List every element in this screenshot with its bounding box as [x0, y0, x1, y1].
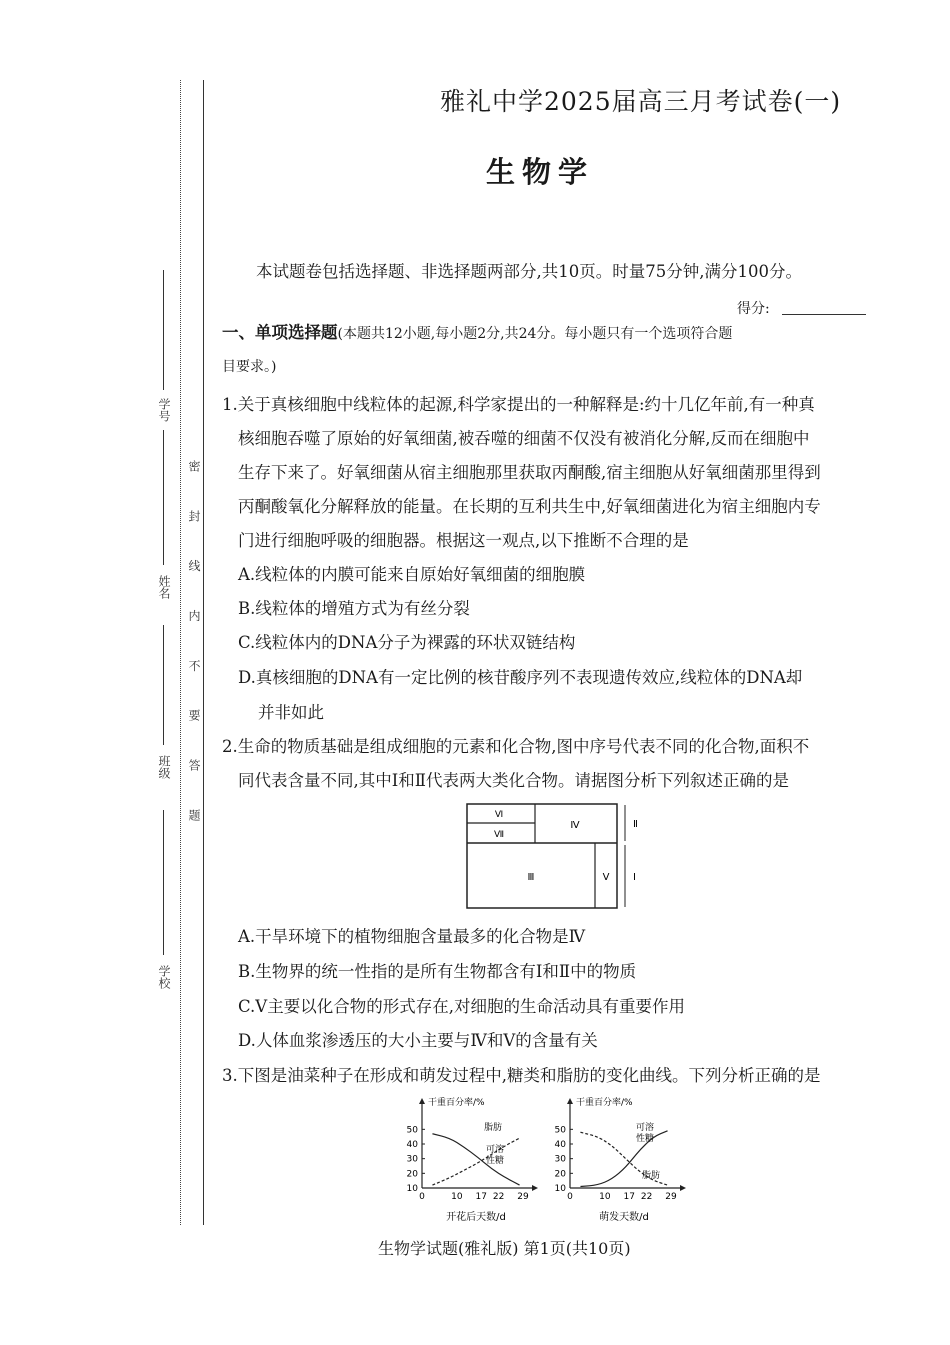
- y-tick-label: 50: [406, 1125, 418, 1136]
- x-tick-label: 0: [419, 1192, 425, 1202]
- y-axis-label: 干重百分率/%: [576, 1098, 633, 1108]
- x-tick-label: 22: [640, 1192, 653, 1202]
- q1-option-a[interactable]: A.线粒体的内膜可能来自原始好氧细菌的细胞膜: [238, 565, 586, 584]
- q1-stem-line-5: 门进行细胞呼吸的细胞器。根据这一观点,以下推断不合理的是: [238, 531, 689, 550]
- section1-heading: [222, 316, 732, 351]
- x-tick-label: 22: [492, 1192, 505, 1202]
- series-label: 可溶: [486, 1145, 505, 1155]
- ban-ji-label: 班级: [157, 755, 171, 779]
- xue-hao-line: [163, 270, 164, 390]
- q3-stem: 3.下图是油菜种子在形成和萌发过程中,糖类和脂肪的变化曲线。下列分析正确的是: [222, 1066, 821, 1085]
- y-tick-label: 40: [406, 1140, 418, 1150]
- score-label: 得分:: [737, 301, 770, 317]
- xue-xiao-label: 学校: [157, 965, 171, 989]
- x-axis-label: 萌发天数/d: [599, 1212, 649, 1223]
- chart-seed-formation: [398, 1092, 546, 1227]
- x-tick-label: 10: [451, 1192, 463, 1202]
- series-label: 脂肪: [484, 1123, 503, 1133]
- chart-seed-germination: [546, 1092, 696, 1227]
- diagram-label-6: Ⅵ: [494, 810, 504, 820]
- y-tick-label: 40: [554, 1140, 566, 1150]
- diagram-label-4: Ⅳ: [570, 820, 580, 831]
- section1-heading-line2: 目要求。): [222, 359, 277, 375]
- q2-option-a[interactable]: A.干旱环境下的植物细胞含量最多的化合物是Ⅳ: [238, 927, 586, 946]
- series-line-sugar: [432, 1134, 519, 1185]
- y-tick-label: 10: [554, 1184, 566, 1194]
- q1-option-b[interactable]: B.线粒体的增殖方式为有丝分裂: [238, 599, 470, 618]
- compound-area-diagram: [455, 795, 645, 920]
- x-axis-arrow: [532, 1185, 538, 1191]
- x-tick-label: 29: [517, 1192, 529, 1202]
- binding-dotted-line: [180, 80, 181, 1225]
- seal-warning: 密 封 线 内 不 要 答 题: [187, 460, 201, 838]
- section1-heading-bold: 一、单项选择题: [222, 323, 338, 342]
- series-label: 性糖: [636, 1134, 655, 1144]
- series-label: 脂肪: [642, 1171, 661, 1181]
- q1-option-d[interactable]: D.真核细胞的DNA有一定比例的核苷酸序列不表现遗传效应,线粒体的DNA却: [238, 668, 803, 687]
- exam-title: 雅礼中学2025届高三月考试卷(一): [440, 87, 842, 116]
- diagram-label-2: Ⅱ: [633, 819, 638, 830]
- diagram-label-7: Ⅶ: [493, 830, 505, 840]
- q1-option-d-cont: 并非如此: [258, 703, 324, 722]
- q1-stem-line-4: 丙酮酸氧化分解释放的能量。在长期的互利共生中,好氧细菌进化为宿主细胞内专: [238, 497, 821, 516]
- series-label: 可溶: [636, 1123, 655, 1133]
- x-tick-label: 17: [475, 1192, 487, 1202]
- y-tick-label: 50: [554, 1125, 566, 1136]
- x-axis-arrow: [680, 1185, 686, 1191]
- x-tick-label: 29: [665, 1192, 677, 1202]
- y-tick-label: 20: [554, 1169, 566, 1180]
- x-tick-label: 10: [599, 1192, 611, 1202]
- intro-line: 本试题卷包括选择题、非选择题两部分,共10页。时量75分钟,满分100分。: [256, 262, 802, 281]
- binding-solid-line: [203, 80, 204, 1225]
- diagram-label-1: Ⅰ: [633, 872, 636, 883]
- y-axis-arrow: [567, 1098, 573, 1104]
- q2-option-b[interactable]: B.生物界的统一性指的是所有生物都含有Ⅰ和Ⅱ中的物质: [238, 962, 637, 981]
- y-axis-label: 干重百分率/%: [428, 1098, 485, 1108]
- section1-heading-rest: (本题共12小题,每小题2分,共24分。每小题只有一个选项符合题: [337, 326, 733, 342]
- y-tick-label: 20: [406, 1169, 418, 1180]
- page-footer: 生物学试题(雅礼版) 第1页(共10页): [378, 1239, 631, 1258]
- series-label: 性糖: [486, 1156, 505, 1166]
- xing-ming-line: [163, 430, 164, 565]
- x-tick-label: 17: [623, 1192, 635, 1202]
- q2-stem-line-2: 同代表含量不同,其中Ⅰ和Ⅱ代表两大类化合物。请据图分析下列叙述正确的是: [238, 771, 789, 790]
- y-axis-arrow: [419, 1098, 425, 1104]
- q1-stem-line-2: 核细胞吞噬了原始的好氧细菌,被吞噬的细菌不仅没有被消化分解,反而在细胞中: [238, 429, 810, 448]
- q1-stem-line-3: 生存下来了。好氧细菌从宿主细胞那里获取丙酮酸,宿主细胞从好氧细菌那里得到: [238, 463, 821, 482]
- q2-stem-line-1: 2.生命的物质基础是组成细胞的元素和化合物,图中序号代表不同的化合物,面积不: [222, 737, 810, 756]
- score-blank[interactable]: [782, 314, 866, 315]
- y-tick-label: 10: [406, 1184, 418, 1194]
- x-axis-label: 开花后天数/d: [446, 1212, 506, 1223]
- x-tick-label: 0: [567, 1192, 573, 1202]
- xing-ming-label: 姓名: [157, 575, 171, 599]
- xue-xiao-line: [163, 810, 164, 955]
- q1-stem-line-1: 1.关于真核细胞中线粒体的起源,科学家提出的一种解释是:约十几亿年前,有一种真: [222, 395, 815, 414]
- q1-option-c[interactable]: C.线粒体内的DNA分子为裸露的环状双链结构: [238, 633, 576, 652]
- diagram-label-3: Ⅲ: [527, 872, 535, 883]
- y-tick-label: 30: [406, 1154, 418, 1165]
- subject-title: 生物学: [485, 155, 594, 189]
- xue-hao-label: 学号: [157, 398, 171, 422]
- diagram-label-5: Ⅴ: [602, 872, 610, 883]
- q2-option-d[interactable]: D.人体血浆渗透压的大小主要与Ⅳ和Ⅴ的含量有关: [238, 1031, 598, 1050]
- ban-ji-line: [163, 625, 164, 745]
- y-tick-label: 30: [554, 1154, 566, 1165]
- q2-option-c[interactable]: C.Ⅴ主要以化合物的形式存在,对细胞的生命活动具有重要作用: [238, 997, 685, 1016]
